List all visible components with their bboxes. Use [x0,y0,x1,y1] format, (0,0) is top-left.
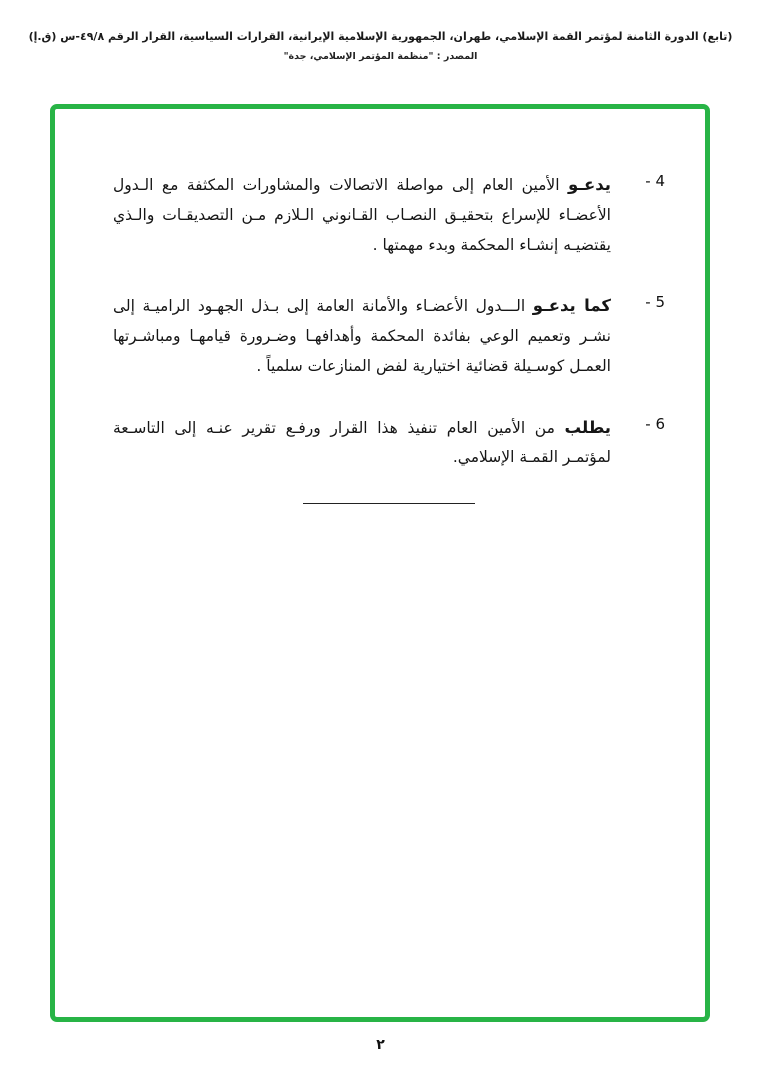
paragraph-4-text [113,169,611,260]
paragraph-6 [113,412,665,474]
paragraph-4-lead: يدعـو [568,175,611,194]
paragraph-5 [113,290,665,381]
document-header [0,30,761,62]
paragraph-4-number: 4 - [645,172,665,190]
paragraph-5-text [113,290,611,381]
content-frame [50,104,710,1022]
divider-line [303,503,475,504]
paragraph-4-body: الأمين العام إلى مواصلة الاتصالات والمشاورات المكثفة مع الـدول الأعضـاء للإسراع بتحقيـق النصـاب القـانوني الـلازم مـن التصديقـات والـذي يقتضيـه إنشـاء المحكمة وبدء مهمتها . [113,176,611,254]
paragraph-4 [113,169,665,260]
header-source-line: المصدر : "منظمة المؤتمر الإسلامي، جدة" [283,51,478,62]
paragraph-6-lead: يطلب [564,417,611,437]
page-number: ٢ [376,1037,385,1053]
paragraph-6-body: من الأمين العام تنفيذ هذا القرار ورفـع تقرير عنـه إلى التاسـعة لمؤتمـر القمـة الإسلامي. [113,418,611,467]
paragraph-5-lead: كما يدعـو [532,296,611,316]
paragraph-5-number: 5 - [645,293,665,312]
header-citation-line: (تابع) الدورة الثامنة لمؤتمر القمة الإسلامي، طهران، الجمهورية الإسلامية الإيرانية، القرارات السياسية، القرار الرقم ٤٩/٨-س (ق.إ) [28,30,733,43]
paragraph-5-body: الـــدول الأعضـاء والأمانة العامة إلى بـذل الجهـود الراميـة إلى نشـر وتعميم الوعي بفائدة المحكمة وأهدافهـا وضـرورة قيامهـا ومباشـرتها العمـل كوسـيلة قضائية اختيارية لفض المنازعات سلمياً . [113,297,611,375]
resolution-body [55,109,705,504]
paragraph-6-text [113,412,611,474]
paragraph-6-number: 6 - [645,414,665,433]
